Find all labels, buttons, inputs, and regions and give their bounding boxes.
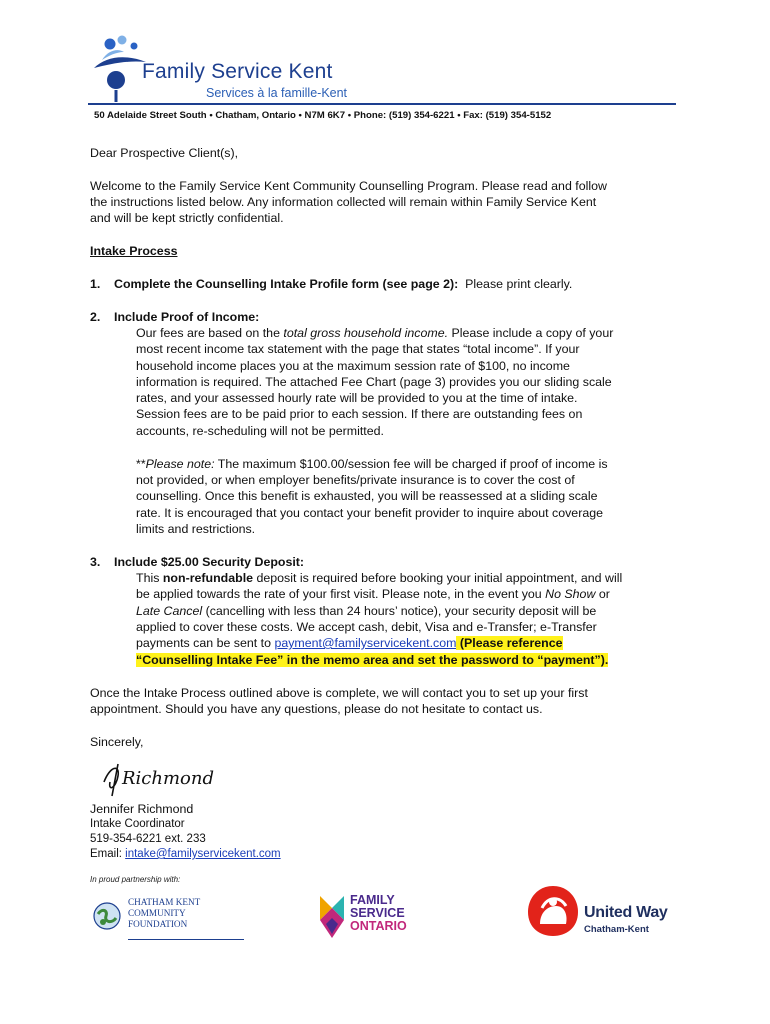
- step-title: Complete the Counselling Intake Profile form (see page 2):: [114, 277, 459, 291]
- org-name: Family Service Kent: [142, 60, 333, 83]
- step-text-line: applied to cover these costs. We accept cash, debit, Visa and e-Transfer; e-Transfer: [136, 620, 597, 634]
- fso-logo: [316, 892, 426, 942]
- text-run: Please include a copy of your: [448, 326, 614, 340]
- intake-email-link[interactable]: intake@familyservicekent.com: [125, 848, 281, 860]
- salutation: Dear Prospective Client(s),: [90, 146, 239, 160]
- text-run-bold: non-refundable: [162, 571, 254, 585]
- united-way-hand-icon: [526, 884, 580, 938]
- text-run-italic: No Show: [545, 587, 596, 601]
- section-title: Intake Process: [90, 244, 178, 258]
- signer-phone: 519-354-6221 ext. 233: [90, 833, 206, 845]
- header-divider: [88, 103, 676, 105]
- fso-ribbon-icon: [316, 894, 346, 940]
- step-2: [90, 309, 259, 325]
- step-text-line: [136, 652, 608, 668]
- signer-name: Jennifer Richmond: [90, 802, 194, 816]
- text-run: This: [136, 571, 163, 585]
- step-text-line: rates, and your assessed hourly rate will be provided to you at the time of intake.: [136, 391, 578, 405]
- united-way-region: Chatham-Kent: [584, 924, 649, 935]
- ckcf-underline: [128, 939, 244, 940]
- ckcf-line: FOUNDATION: [128, 919, 188, 929]
- fso-text: [350, 894, 407, 933]
- payment-email-link[interactable]: payment@familyservicekent.com: [274, 636, 457, 650]
- closing-line: Once the Intake Process outlined above is complete, we will contact you to set up your first: [90, 686, 588, 700]
- note-line: rate. It is encouraged that you contact your benefit provider to inquire about coverage: [136, 506, 604, 520]
- fso-line: ONTARIO: [350, 919, 407, 933]
- text-run: (cancelling with less than 24 hours’ notice), your security deposit will be: [202, 604, 597, 618]
- step-text-line: household income places you at the maximum session rate of $100, no income: [136, 359, 570, 373]
- signer-title: Intake Coordinator: [90, 818, 185, 830]
- intro-line: the instructions listed below. Any information collected will remain within Family Service Kent: [90, 195, 597, 209]
- ckcf-line: CHATHAM KENT: [128, 897, 201, 907]
- fso-line: FAMILY: [350, 893, 395, 907]
- globe-icon: [92, 900, 122, 932]
- step-text-line: Session fees are to be paid prior to each session. If there are outstanding fees on: [136, 407, 583, 421]
- note-line: limits and restrictions.: [136, 522, 256, 536]
- step-title: Include $25.00 Security Deposit:: [114, 555, 305, 569]
- signature-image: [100, 758, 220, 798]
- address-line: 50 Adelaide Street South • Chatham, Ontario • N7M 6K7 • Phone: (519) 354-6221 • Fax: (519) 354-5152: [94, 110, 552, 121]
- step-text-line: [136, 570, 622, 586]
- org-name-french: Services à la famille-Kent: [206, 86, 348, 100]
- note-line: [136, 456, 608, 472]
- signature-text: Richmond: [122, 768, 215, 789]
- text-run: be applied towards the rate of your first visit. Please note, in the event you: [136, 587, 546, 601]
- united-way-name: United Way: [584, 904, 668, 921]
- signoff: Sincerely,: [90, 735, 144, 749]
- email-label: Email:: [90, 848, 126, 860]
- note-line: counselling. Once this benefit is exhausted, you will be reassessed at a sliding scale: [136, 489, 598, 503]
- text-run: deposit is required before booking your initial appointment, and will: [253, 571, 623, 585]
- partnership-caption: In proud partnership with:: [90, 875, 181, 884]
- note-label: Please note:: [145, 457, 215, 471]
- step-number: 2.: [90, 310, 101, 324]
- signer-email-line: [90, 847, 281, 862]
- step-text-line: most recent income tax statement with the page that states “total income”. If your: [136, 342, 580, 356]
- step-text-line: [136, 325, 613, 341]
- ckcf-line: COMMUNITY: [128, 908, 186, 918]
- step-text-line: information is required. The attached Fee Chart (page 3) provides you our sliding scale: [136, 375, 612, 389]
- united-way-logo: [524, 882, 684, 942]
- step-text-line: [136, 603, 596, 619]
- text-run-italic: total gross household income.: [283, 326, 449, 340]
- highlighted-text: “Counselling Intake Fee” in the memo area and set the password to “payment”).: [136, 653, 609, 667]
- text-run: payments can be sent to: [136, 636, 275, 650]
- intro-line: and will be kept strictly confidential.: [90, 211, 284, 225]
- ckcf-logo: [90, 894, 206, 942]
- highlighted-text: (Please reference: [456, 636, 563, 650]
- text-run: The maximum $100.00/session fee will be charged if proof of income is: [214, 457, 608, 471]
- text-run: or: [595, 587, 610, 601]
- step-text-line: accounts, re-scheduling will not be permitted.: [136, 424, 384, 438]
- note-line: not provided, or when employer benefits/private insurance is to cover the cost of: [136, 473, 575, 487]
- closing-line: appointment. Should you have any questions, please do not hesitate to contact us.: [90, 702, 543, 716]
- step-1: [90, 276, 572, 292]
- step-3: [90, 554, 304, 570]
- text-run-italic: Late Cancel: [136, 604, 203, 618]
- text-run: **: [136, 457, 146, 471]
- ckcf-text: [128, 897, 200, 930]
- step-note: Please print clearly.: [465, 277, 573, 291]
- step-text-line: [136, 586, 610, 602]
- step-title: Include Proof of Income:: [114, 310, 260, 324]
- step-number: 1.: [90, 277, 101, 291]
- step-text-line: [136, 635, 563, 651]
- intro-line: Welcome to the Family Service Kent Community Counselling Program. Please read and follow: [90, 179, 607, 193]
- text-run: Our fees are based on the: [136, 326, 284, 340]
- step-number: 3.: [90, 555, 101, 569]
- fso-line: SERVICE: [350, 906, 405, 920]
